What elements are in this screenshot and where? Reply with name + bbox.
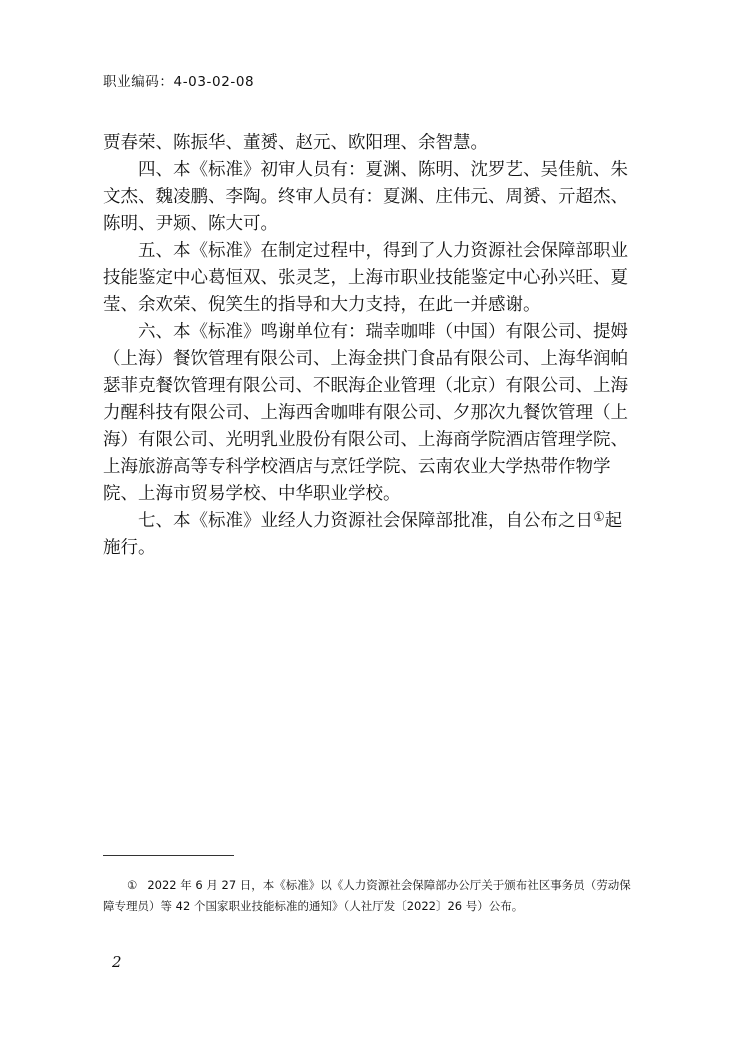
paragraph-reviewers: 四、本《标准》初审人员有：夏渊、陈明、沈罗艺、吴佳航、朱文杰、魏凌鹏、李陶。终审人员有：夏渊、庄伟元、周赟、亓超杰、陈明、尹颎、陈大可。 (103, 160, 628, 234)
paragraph-acknowledgements: 五、本《标准》在制定过程中，得到了人力资源社会保障部职业技能鉴定中心葛恒双、张灵芝，上海市职业技能鉴定中心孙兴旺、夏莹、余欢荣、倪笑生的指导和大力支持，在此一并感谢。 (103, 241, 628, 315)
paragraph-contributors-continued: 贾春荣、陈振华、董赟、赵元、欧阳理、余智慧。 (103, 133, 488, 153)
footnote (103, 875, 639, 917)
footnote-divider (103, 855, 234, 856)
paragraph-thanked-organizations: 六、本《标准》鸣谢单位有：瑞幸咖啡（中国）有限公司、提姆（上海）餐饮管理有限公司、上海金拱门食品有限公司、上海华润帕瑟菲克餐饮管理有限公司、不眠海企业管理（北京）有限公司、上海力醒科技有限公司、上海西舍咖啡有限公司、夕那次九餐饮管理（上海）有限公司、光明乳业股份有限公司、上海商学院酒店管理学院、上海旅游高等专科学校酒店与烹饪学院、云南农业大学热带作物学院、上海市贸易学校、中华职业学校。 (103, 322, 628, 504)
document-body (103, 130, 639, 562)
paragraph-approval (103, 508, 639, 562)
page-number: 2 (112, 953, 122, 971)
footnote-text: 2022 年 6 月 27 日，本《标准》以《人力资源社会保障部办公厅关于颁布社区事务员（劳动保障专理员）等 42 个国家职业技能标准的通知》（人社厅发〔2022〕26 号）公布。 (103, 878, 631, 913)
approval-text-start: 七、本《标准》业经人力资源社会保障部批准，自公布之日 (138, 511, 593, 531)
footnote-number: ① (127, 878, 138, 892)
occupation-code-header: 职业编码：4-03-02-08 (103, 74, 255, 90)
footnote-reference[interactable]: ① (593, 510, 605, 525)
approval-text-end: 起施行。 (103, 511, 623, 558)
